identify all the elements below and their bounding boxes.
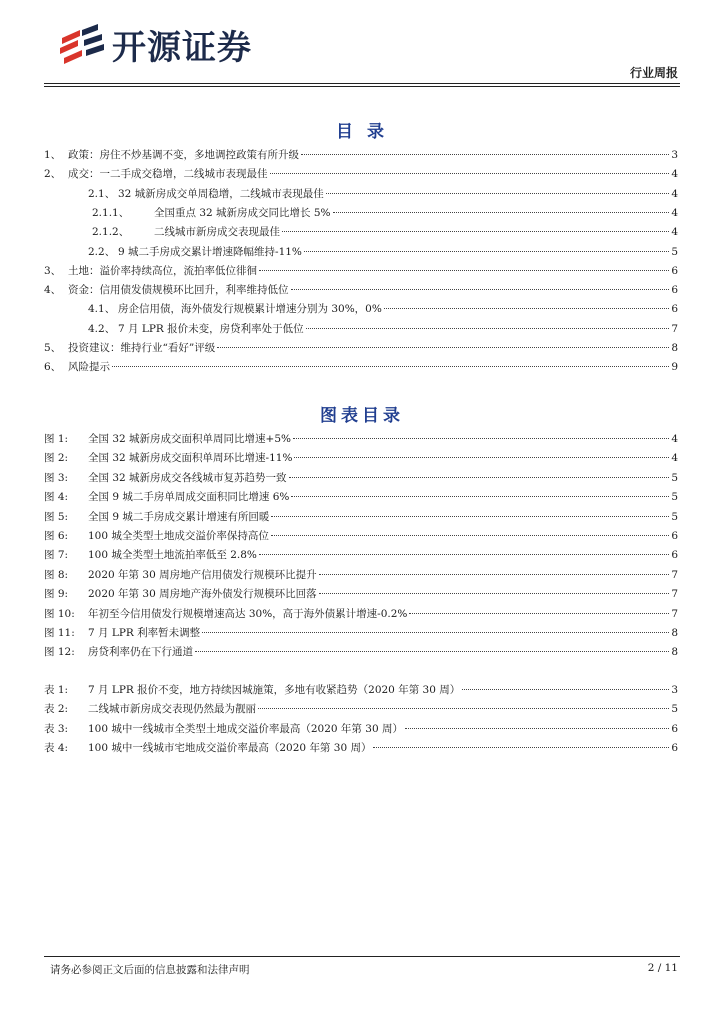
logo-text: 开源证券 bbox=[112, 27, 252, 68]
toc-entry-page: 4 bbox=[671, 226, 678, 239]
table-entry-leader bbox=[373, 747, 669, 748]
table-entry-number: 表 2: bbox=[44, 703, 69, 716]
figure-entry-page: 7 bbox=[671, 588, 678, 601]
figure-entry[interactable] bbox=[44, 470, 678, 488]
table-entry-title: 100 城中一线城市宅地成交溢价率最高（2020 年第 30 周） bbox=[88, 741, 372, 754]
figure-entry-number: 图 9: bbox=[44, 588, 69, 601]
figure-entry-page: 5 bbox=[671, 471, 678, 484]
figure-entry-leader bbox=[294, 457, 669, 458]
table-entry-leader bbox=[258, 708, 669, 709]
figure-entry-number: 图 2: bbox=[44, 452, 69, 465]
toc-entry-page: 8 bbox=[671, 342, 678, 354]
figure-entry-page: 5 bbox=[671, 491, 678, 504]
figure-entry-number: 图 10: bbox=[44, 607, 75, 620]
header-divider-thin bbox=[44, 86, 680, 87]
figure-entry-title: 全国 32 城新房成交面积单周环比增速-11% bbox=[88, 452, 293, 465]
table-entry[interactable] bbox=[44, 682, 678, 700]
figure-entry-title: 7 月 LPR 利率暂未调整 bbox=[88, 627, 201, 639]
figure-entry-title: 全国 32 城新房成交面积单周同比增速+5% bbox=[88, 433, 291, 445]
figure-entry-number: 图 4: bbox=[44, 491, 69, 504]
figures-title: 图表目录 bbox=[320, 406, 404, 426]
table-entry-page: 3 bbox=[671, 684, 678, 696]
figure-entry-page: 6 bbox=[671, 549, 678, 562]
toc-entry-number: 1、 bbox=[44, 149, 62, 161]
toc-entry[interactable] bbox=[44, 340, 678, 358]
toc-entry-title: 资金：信用债发债规模环比回升，利率维持低位 bbox=[68, 284, 289, 297]
figure-entry-page: 7 bbox=[671, 607, 678, 620]
figure-entry-number: 图 8: bbox=[44, 568, 69, 581]
figure-entry-title: 2020 年第 30 周房地产信用债发行规模环比提升 bbox=[88, 568, 317, 581]
toc-entry-page: 3 bbox=[671, 149, 678, 161]
toc-entry-number: 2.2、 bbox=[88, 245, 116, 258]
toc-entry-title: 7 月 LPR 报价未变，房贷利率处于低位 bbox=[118, 322, 304, 335]
table-entry-page: 5 bbox=[671, 703, 678, 716]
figure-entry-leader bbox=[202, 632, 669, 633]
figure-entry-title: 100 城全类型土地成交溢价率保持高位 bbox=[88, 530, 269, 542]
table-entry-page: 6 bbox=[671, 741, 678, 754]
toc-entry-number: 2.1、 bbox=[88, 187, 116, 200]
toc-entry-page: 6 bbox=[671, 303, 678, 316]
table-entry-number: 表 3: bbox=[44, 722, 69, 735]
figure-entry-leader bbox=[293, 438, 669, 439]
figure-entry-page: 4 bbox=[671, 433, 678, 445]
figure-entry-title: 年初至今信用债发行规模增速高达 30%，高于海外债累计增速-0.2% bbox=[88, 607, 408, 620]
figure-entry-leader bbox=[289, 477, 670, 478]
toc-entry[interactable] bbox=[44, 224, 678, 242]
report-type-label: 行业周报 bbox=[629, 66, 678, 80]
figure-entry[interactable] bbox=[44, 528, 678, 546]
toc-entry-leader bbox=[291, 289, 670, 290]
toc-entry-title: 二线城市新房成交表现最佳 bbox=[154, 226, 280, 239]
figure-entry-leader bbox=[195, 651, 669, 652]
table-entry-leader bbox=[462, 689, 669, 690]
toc-entry-leader bbox=[326, 193, 670, 194]
table-entry-number: 表 1: bbox=[44, 684, 69, 696]
figure-entry-leader bbox=[291, 496, 669, 497]
figure-entry-page: 7 bbox=[671, 568, 678, 581]
toc-title: 目 录 bbox=[336, 122, 388, 142]
toc-entry-page: 7 bbox=[671, 322, 678, 335]
figure-entry-number: 图 6: bbox=[44, 530, 69, 542]
toc-entry-leader bbox=[270, 173, 670, 174]
figure-entry[interactable] bbox=[44, 547, 678, 565]
table-entry-title: 100 城中一线城市全类型土地成交溢价率最高（2020 年第 30 周） bbox=[88, 722, 403, 735]
figure-entry-page: 4 bbox=[671, 452, 678, 465]
toc-entry-number: 4.2、 bbox=[88, 322, 116, 335]
toc-entry-title: 政策：房住不炒基调不变，多地调控政策有所升级 bbox=[68, 149, 299, 161]
toc-entry-leader bbox=[301, 154, 669, 155]
figure-entry[interactable] bbox=[44, 625, 678, 643]
toc-entry-title: 土地：溢价率持续高位，流拍率低位徘徊 bbox=[68, 264, 257, 277]
figure-entry-leader bbox=[271, 516, 669, 517]
table-entry[interactable] bbox=[44, 740, 678, 758]
toc-entry-title: 房企信用债，海外债发行规模累计增速分别为 30%，0% bbox=[118, 303, 382, 316]
toc-entry-leader bbox=[217, 347, 669, 348]
figure-entry-title: 全国 9 城二手房成交累计增速有所回暖 bbox=[88, 510, 270, 523]
toc-entry-leader bbox=[333, 212, 670, 213]
table-entry-leader bbox=[405, 728, 669, 729]
toc-entry-page: 4 bbox=[671, 187, 678, 200]
table-entry-title: 7 月 LPR 报价不变，地方持续因城施策，多地有收紧趋势（2020 年第 30 周） bbox=[88, 684, 461, 696]
toc-entry-page: 6 bbox=[671, 264, 678, 277]
figure-entry[interactable] bbox=[44, 450, 678, 468]
figure-entry-title: 100 城全类型土地流拍率低至 2.8% bbox=[88, 549, 257, 562]
figure-entry-title: 全国 9 城二手房单周成交面积同比增速 6% bbox=[88, 491, 290, 504]
table-entry-title: 二线城市新房成交表现仍然最为靓丽 bbox=[88, 703, 256, 716]
figure-entry-number: 图 3: bbox=[44, 471, 69, 484]
toc-entry-number: 4.1、 bbox=[88, 303, 116, 316]
toc-entry-title: 全国重点 32 城新房成交同比增长 5% bbox=[154, 206, 331, 219]
figure-entry-number: 图 5: bbox=[44, 510, 69, 523]
toc-entry-number: 2.1.2、 bbox=[92, 226, 130, 239]
figure-entry-page: 8 bbox=[671, 627, 678, 639]
toc-entry-page: 4 bbox=[671, 206, 678, 219]
table-entry-page: 6 bbox=[671, 722, 678, 735]
toc-entry[interactable] bbox=[44, 359, 678, 377]
footer-divider bbox=[44, 956, 680, 957]
figure-entry-title: 2020 年第 30 周房地产海外债发行规模环比回落 bbox=[88, 588, 317, 601]
table-entry[interactable] bbox=[44, 721, 678, 739]
figure-entry[interactable] bbox=[44, 431, 678, 449]
toc-entry[interactable] bbox=[44, 147, 678, 165]
figure-entry-page: 6 bbox=[671, 530, 678, 542]
figure-entry[interactable] bbox=[44, 606, 678, 624]
figure-entry-title: 房贷利率仍在下行通道 bbox=[88, 646, 193, 659]
logo-mark-icon bbox=[58, 24, 106, 64]
figure-entry[interactable] bbox=[44, 586, 678, 604]
table-entry[interactable] bbox=[44, 701, 678, 719]
toc-entry-title: 投资建议：维持行业“看好”评级 bbox=[68, 342, 216, 354]
figure-entry[interactable] bbox=[44, 567, 678, 585]
figure-entry-leader bbox=[319, 574, 670, 575]
toc-entry-title: 风险提示 bbox=[68, 361, 110, 374]
toc-entry-leader bbox=[306, 328, 670, 329]
figure-entry[interactable] bbox=[44, 644, 678, 662]
toc-entry[interactable] bbox=[44, 263, 678, 281]
figure-entry[interactable] bbox=[44, 509, 678, 527]
toc-entry-leader bbox=[259, 270, 669, 271]
figure-entry[interactable] bbox=[44, 489, 678, 507]
toc-entry[interactable] bbox=[44, 321, 678, 339]
figure-entry-title: 全国 32 城新房成交各线城市复苏趋势一致 bbox=[88, 471, 287, 484]
toc-entry-number: 4、 bbox=[44, 284, 62, 297]
toc-entry-page: 6 bbox=[671, 284, 678, 297]
header-divider bbox=[44, 83, 680, 84]
toc-entry[interactable] bbox=[44, 244, 678, 262]
figure-entry-page: 8 bbox=[671, 646, 678, 659]
toc-entry-number: 6、 bbox=[44, 361, 62, 374]
figure-entry-leader bbox=[409, 613, 669, 614]
toc-entry-leader bbox=[282, 231, 669, 232]
toc-entry-leader bbox=[304, 251, 669, 252]
toc-entry[interactable] bbox=[44, 186, 678, 204]
toc-entry[interactable] bbox=[44, 282, 678, 300]
figure-entry-number: 图 7: bbox=[44, 549, 69, 562]
toc-entry-leader bbox=[384, 308, 669, 309]
toc-entry[interactable] bbox=[44, 301, 678, 319]
toc-entry-number: 3、 bbox=[44, 264, 62, 277]
figure-entry-leader bbox=[271, 535, 669, 536]
toc-entry-number: 2、 bbox=[44, 168, 62, 181]
footer-disclaimer: 请务必参阅正文后面的信息披露和法律声明 bbox=[50, 964, 250, 976]
figure-entry-leader bbox=[319, 593, 670, 594]
toc-entry-page: 9 bbox=[671, 361, 678, 374]
figure-entry-number: 图 1: bbox=[44, 433, 69, 445]
toc-entry[interactable] bbox=[44, 205, 678, 223]
toc-entry-title: 32 城新房成交单周稳增，二线城市表现最佳 bbox=[118, 187, 324, 200]
toc-entry-title: 9 城二手房成交累计增速降幅维持-11% bbox=[118, 245, 302, 258]
table-entry-number: 表 4: bbox=[44, 741, 69, 754]
toc-entry-leader bbox=[112, 366, 669, 367]
toc-entry-page: 4 bbox=[671, 168, 678, 181]
toc-entry-page: 5 bbox=[671, 245, 678, 258]
toc-entry-title: 成交：一二手成交稳增，二线城市表现最佳 bbox=[68, 168, 268, 181]
toc-entry-number: 5、 bbox=[44, 342, 62, 354]
figure-entry-leader bbox=[259, 554, 669, 555]
page-indicator: 2 / 11 bbox=[647, 962, 678, 974]
figure-entry-number: 图 11: bbox=[44, 627, 75, 639]
toc-entry[interactable] bbox=[44, 166, 678, 184]
toc-entry-number: 2.1.1、 bbox=[92, 206, 130, 219]
company-logo bbox=[58, 22, 252, 66]
figure-entry-number: 图 12: bbox=[44, 646, 75, 659]
figure-entry-page: 5 bbox=[671, 510, 678, 523]
